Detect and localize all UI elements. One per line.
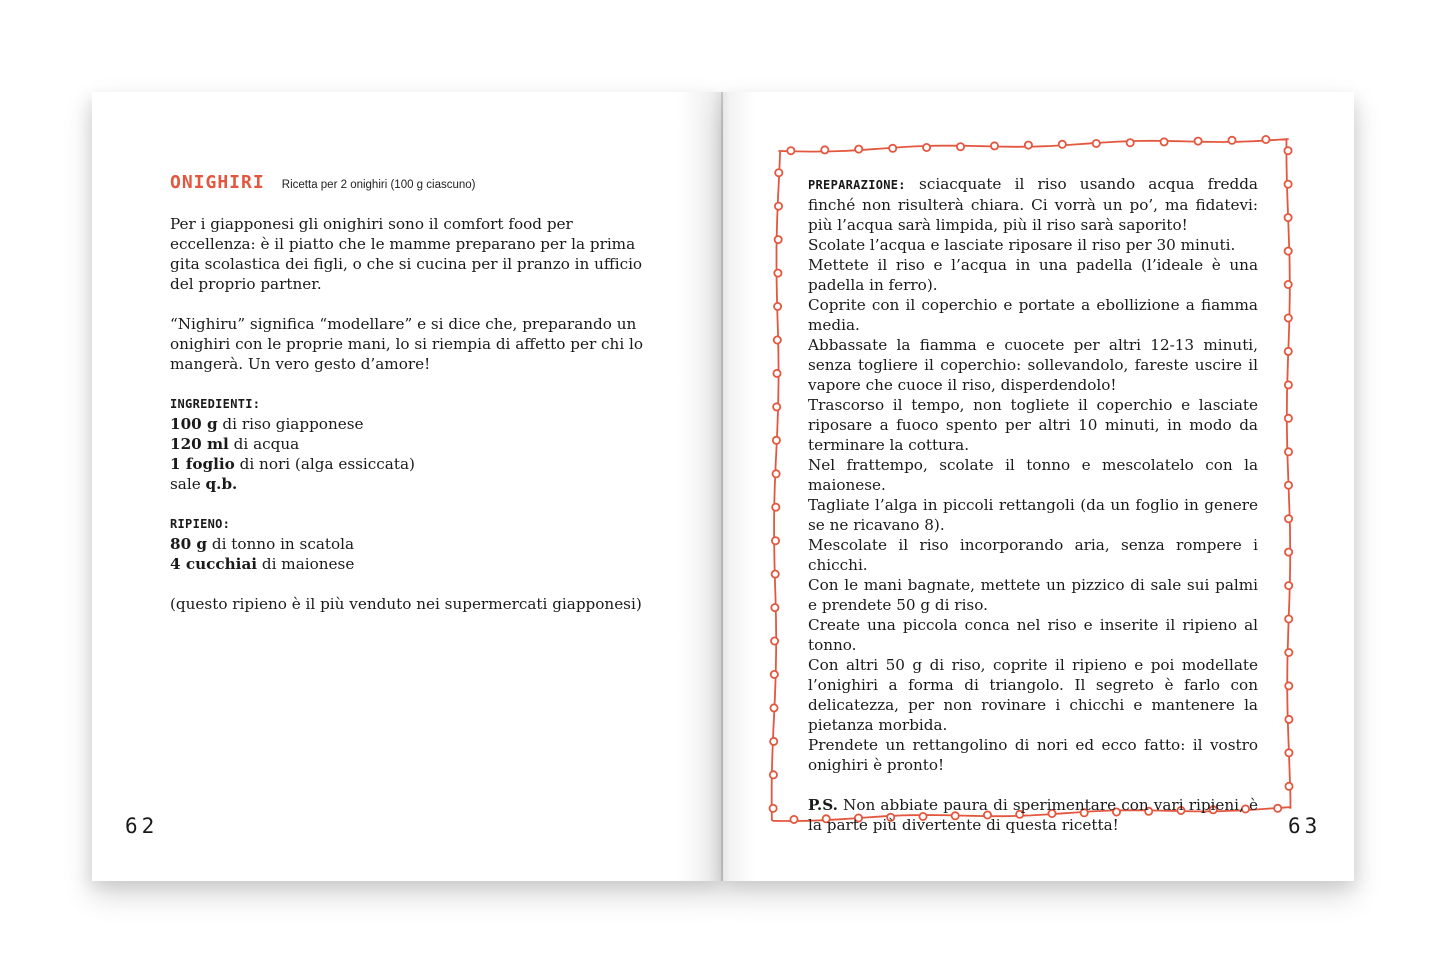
left-body [170,214,650,614]
step-line: Con le mani bagnate, mettete un pizzico di sale sui palmi e prendete 50 g di riso. [808,576,1258,614]
filling-line [170,534,650,554]
step-text: sciacquate il riso usando acqua fredda finché non risulterà chiara. Ci vorrà un po’, ma fidatevi: più l’acqua sarà limpida, più il riso sarà saporito! [808,175,1258,234]
ingredient-text: di acqua [228,435,300,453]
ingredient-line [170,474,650,494]
preparation-label: PREPARAZIONE: [808,178,906,192]
filling-text: di tonno in scatola [207,535,355,553]
ingredient-text: di nori (alga essiccata) [234,455,415,473]
step-line: Prendete un rettangolino di nori ed ecco fatto: il vostro onighiri è pronto! [808,736,1258,774]
filling-qty: 4 cucchiai [170,555,258,573]
step-line: Nel frattempo, scolate il tonno e mescolatelo con la maionese. [808,456,1258,494]
step-line: Mettete il riso e l’acqua in una padella (l’ideale è una padella in ferro). [808,256,1258,294]
left-page [92,92,722,881]
ps-text: Non abbiate paura di sperimentare con vari ripieni, è la parte più divertente di questa ricetta! [808,796,1258,834]
ingredient-qty: 100 g [170,415,218,433]
step-line: Scolate l’acqua e lasciate riposare il riso per 30 minuti. [808,236,1236,254]
filling-note: (questo ripieno è il più venduto nei supermercati giapponesi) [170,595,642,613]
step-line [808,174,1258,235]
book-spread [92,92,1354,881]
ps-label: P.S. [808,796,838,814]
step-line: Abbassate la fiamma e cuocete per altri 12-13 minuti, senza togliere il coperchio: sollevandolo, fareste uscire il vapore che cuoce il riso, disperdendolo! [808,336,1258,394]
right-page [723,92,1354,881]
ingredient-line [170,434,650,454]
step-line: Tagliate l’alga in piccoli rettangoli (da un foglio in genere se ne ricavano 8). [808,496,1258,534]
recipe-subtitle: Ricetta per 2 onighiri (100 g ciascuno) [281,179,476,191]
recipe-title: ONIGHIRI [170,172,265,193]
filling-line [170,554,650,574]
recipe-header [170,172,475,193]
preparation-body [808,174,1258,835]
ingredient-qty: q.b. [205,475,238,493]
page-number-right: 63 [1288,814,1322,838]
ingredient-text: sale [170,475,206,493]
step-line: Mescolate il riso incorporando aria, senza rompere i chicchi. [808,536,1258,574]
step-line: Con altri 50 g di riso, coprite il ripieno e poi modellate l’onighiri a forma di triangolo. Il segreto è farlo con delicatezza, per non rovinare i chicchi e mantenere la pietanza morbida. [808,656,1258,734]
filling-label: RIPIENO: [170,517,231,531]
ingredient-line [170,454,650,474]
step-line: Create una piccola conca nel riso e inserite il ripieno al tonno. [808,616,1258,654]
intro-paragraph-2: “Nighiru” significa “modellare” e si dice che, preparando un onighiri con le proprie mani, lo si riempia di affetto per chi lo mangerà. Un vero gesto d’amore! [170,315,644,373]
ps-note [808,795,1258,835]
ingredients-label: INGREDIENTI: [170,397,261,411]
ingredient-qty: 1 foglio [170,455,235,473]
step-line: Coprite con il coperchio e portate a ebollizione a fiamma media. [808,296,1258,334]
intro-paragraph-1: Per i giapponesi gli onighiri sono il comfort food per eccellenza: è il piatto che le mamme preparano per la prima gita scolastica dei figli, o che si cucina per il pranzo in ufficio del proprio partner. [170,215,643,293]
ingredient-line [170,414,650,434]
step-line: Trascorso il tempo, non togliete il coperchio e lasciate riposare a fuoco spento per altri 10 minuti, in modo da terminare la cottura. [808,396,1258,454]
ingredient-text: di riso giapponese [217,415,364,433]
filling-qty: 80 g [170,535,208,553]
filling-text: di maionese [257,555,355,573]
page-number-left: 62 [125,814,159,838]
ingredient-qty: 120 ml [170,435,229,453]
